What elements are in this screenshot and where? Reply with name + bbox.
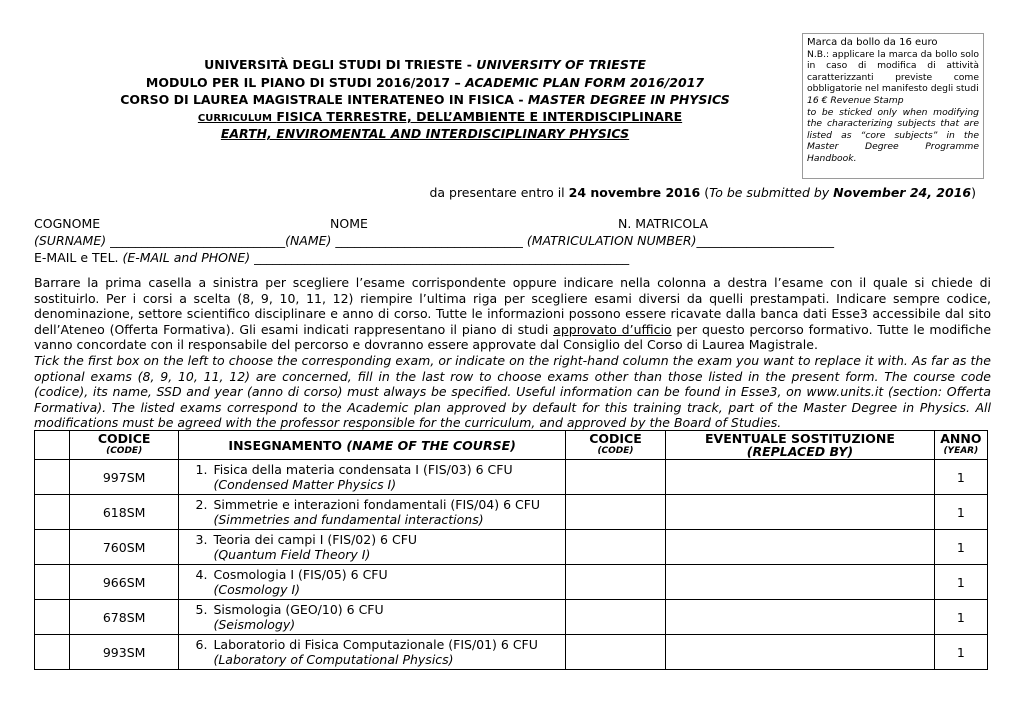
replacement-code-cell[interactable] (565, 635, 665, 670)
replacement-course-cell[interactable] (666, 635, 934, 670)
course-year: 1 (934, 495, 987, 530)
replacement-course-cell[interactable] (666, 565, 934, 600)
header-repl-label: EVENTUALE SOSTITUZIONE (705, 431, 895, 446)
header-course-label-en: (NAME OF THE COURSE) (346, 437, 516, 453)
name-label: NOME (330, 216, 368, 231)
course-name-cell (179, 460, 565, 495)
form-title-en: ACADEMIC PLAN FORM 2016/2017 (465, 75, 705, 90)
header-year (934, 431, 987, 460)
header-year-label: ANNO (940, 431, 982, 446)
header-line-2 (100, 75, 750, 90)
replacement-code-cell[interactable] (565, 600, 665, 635)
course-name-cell (179, 565, 565, 600)
course-year: 1 (934, 565, 987, 600)
curriculum-name: FISICA TERRESTRE, DELL’AMBIENTE E INTERDISCIPLINARE (276, 109, 683, 124)
row-checkbox[interactable] (35, 600, 70, 635)
course-name-cell (179, 635, 565, 670)
degree-course-en: MASTER DEGREE IN PHYSICS (527, 92, 730, 107)
curriculum-line (115, 109, 765, 124)
deadline-paren-close: ) (971, 185, 976, 200)
stamp-title: Marca da bollo da 16 euro (807, 37, 938, 48)
header-code2-sub: (CODE) (597, 446, 634, 456)
header-code-sub: (CODE) (106, 446, 143, 456)
course-code: 966SM (69, 565, 179, 600)
course-number: 4. (195, 567, 208, 582)
course-number: 6. (195, 637, 208, 652)
table-row (35, 600, 988, 635)
table-header-row (35, 431, 988, 460)
instructions-it-part1: Barrare la prima casella a sinistra per scegliere l’esame corrispondente oppure indicare nella colonna a destra l’esame con il quale si chiede di sostituirlo. Per i corsi a scelta (8, 9, 10, 11, 12) riempire l’ultima riga per scegliere esami diversi da quelli prestampati. Indicare sempre codice, denominazione, settore scientifico disciplinare e anno di corso. Tutte le informazioni possono essere ricavate dalla banca dati Esse3 accessibile dal sito dell’Ateneo (Offerta Formativa). Gli esami indicati rappresentano il piano di studi (34, 275, 991, 337)
course-name-en: (Seismology) (213, 617, 296, 632)
course-name: Laboratorio di Fisica Computazionale (FIS/01) 6 CFU (213, 637, 538, 652)
course-year: 1 (934, 600, 987, 635)
header-repl-label-en: (REPLACED BY) (746, 444, 854, 459)
course-number: 2. (195, 497, 208, 512)
course-number: 3. (195, 532, 208, 547)
table-row (35, 460, 988, 495)
header-code-label: CODICE (97, 431, 151, 446)
instructions-it-underlined: approvato d’ufficio (553, 321, 672, 337)
course-name: Fisica della materia condensata I (FIS/03) 6 CFU (213, 462, 513, 477)
header-code2-label: CODICE (589, 431, 642, 446)
replacement-code-cell[interactable] (565, 565, 665, 600)
header-line-3 (100, 92, 750, 107)
header-code2 (565, 431, 665, 460)
header-course-label: INSEGNAMENTO (228, 437, 347, 453)
course-year: 1 (934, 635, 987, 670)
course-name-en: (Cosmology I) (213, 582, 301, 597)
replacement-course-cell[interactable] (666, 530, 934, 565)
row-checkbox[interactable] (35, 495, 70, 530)
table-row (35, 495, 988, 530)
course-name: Simmetrie e interazioni fondamentali (FIS/04) 6 CFU (213, 497, 541, 512)
course-name-cell (179, 495, 565, 530)
course-name-en: (Condensed Matter Physics I) (213, 477, 397, 492)
course-table (34, 430, 988, 670)
course-name: Teoria dei campi I (FIS/02) 6 CFU (213, 532, 418, 547)
personal-fields-line[interactable]: (SURNAME) ____________________________(NAME) ______________________________ (MATRICULATION NUMBER)______________________ (34, 233, 834, 248)
course-code: 993SM (69, 635, 179, 670)
course-number: 5. (195, 602, 208, 617)
email-label: E-MAIL e TEL. (34, 250, 123, 265)
header-year-sub: (YEAR) (943, 446, 979, 456)
course-name-en: (Simmetries and fundamental interactions) (213, 512, 484, 527)
row-checkbox[interactable] (35, 635, 70, 670)
curriculum-en: EARTH, ENVIROMENTAL AND INTERDISCIPLINARY PHYSICS (220, 126, 630, 141)
deadline-date: 24 novembre 2016 (568, 185, 701, 200)
course-code: 760SM (69, 530, 179, 565)
replacement-code-cell[interactable] (565, 495, 665, 530)
course-name-en: (Laboratory of Computational Physics) (213, 652, 454, 667)
stamp-title-en: 16 € Revenue Stamp (807, 94, 904, 106)
header-code (69, 431, 179, 460)
header-course (179, 431, 565, 460)
submission-deadline (380, 185, 976, 200)
table-row (35, 530, 988, 565)
email-label-en: (E-MAIL and PHONE) (122, 250, 251, 265)
stamp-note-en: to be sticked only when modifying the characterizing subjects that are listed as “core subjects” in the Master Degree Programme Handbook. (807, 106, 979, 164)
course-code: 618SM (69, 495, 179, 530)
stamp-note: N.B.: applicare la marca da bollo solo in caso di modifica di attività caratterizzanti previste come obbligatorie nel manifesto degli studi (807, 48, 979, 95)
row-checkbox[interactable] (35, 565, 70, 600)
replacement-course-cell[interactable] (666, 460, 934, 495)
instructions-it (34, 275, 991, 353)
email-blank[interactable]: ____________________________________________________________ (250, 250, 630, 265)
header-checkbox-col (35, 431, 70, 460)
course-code: 997SM (69, 460, 179, 495)
instructions (34, 275, 991, 431)
email-phone-field[interactable] (34, 250, 629, 265)
course-name-en: (Quantum Field Theory I) (213, 547, 371, 562)
surname-label: COGNOME (34, 216, 101, 231)
header-line-1 (100, 57, 750, 72)
instructions-en: Tick the first box on the left to choose the corresponding exam, or indicate on the right-hand column the exam you want to replace it with. As far as the optional exams (8, 9, 10, 11, 12) are concerned, fill in the last row to choose exams other than those listed in the present form. The course code (codice), its name, SSD and year (anno di corso) must always be specified. Useful information can be found in Esse3, on www.units.it (section: Offerta Formativa). The listed exams correspond to the Academic plan approved by default for this training track, part of the Master Degree in Physics. All modifications must be agreed with the professor responsible for the curriculum, and approved by the Board of Studies. (34, 352, 991, 431)
curriculum-label: CURRICULUM (197, 113, 273, 124)
replacement-course-cell[interactable] (666, 600, 934, 635)
replacement-code-cell[interactable] (565, 460, 665, 495)
course-name-cell (179, 530, 565, 565)
university-name: UNIVERSITÀ DEGLI STUDI DI TRIESTE - (204, 57, 477, 72)
form-title: MODULO PER IL PIANO DI STUDI 2016/2017 – (145, 75, 466, 90)
course-year: 1 (934, 530, 987, 565)
row-checkbox[interactable] (35, 460, 70, 495)
header-replacement (666, 431, 934, 460)
course-name-cell (179, 600, 565, 635)
revenue-stamp-box (802, 33, 984, 179)
deadline-paren-open: ( (700, 185, 710, 200)
course-name: Sismologia (GEO/10) 6 CFU (213, 602, 384, 617)
table-row (35, 565, 988, 600)
row-checkbox[interactable] (35, 530, 70, 565)
replacement-code-cell[interactable] (565, 530, 665, 565)
course-name: Cosmologia I (FIS/05) 6 CFU (213, 567, 388, 582)
instructions-it-part2: per questo percorso formativo. Tutte le modifiche vanno concordate con il responsabile del percorso e dovranno essere approvate dal Consiglio del Corso di Laurea Magistrale. (34, 321, 992, 353)
replacement-course-cell[interactable] (666, 495, 934, 530)
university-name-en: UNIVERSITY OF TRIESTE (476, 57, 646, 72)
course-code: 678SM (69, 600, 179, 635)
course-number: 1. (195, 462, 208, 477)
degree-course: CORSO DI LAUREA MAGISTRALE INTERATENEO IN FISICA - (120, 92, 528, 107)
deadline-date-en: November 24, 2016 (833, 185, 972, 200)
deadline-label: da presentare entro il (429, 185, 569, 200)
course-year: 1 (934, 460, 987, 495)
table-row (35, 635, 988, 670)
deadline-label-en: To be submitted by (709, 185, 834, 200)
matricola-label: N. MATRICOLA (618, 216, 709, 231)
